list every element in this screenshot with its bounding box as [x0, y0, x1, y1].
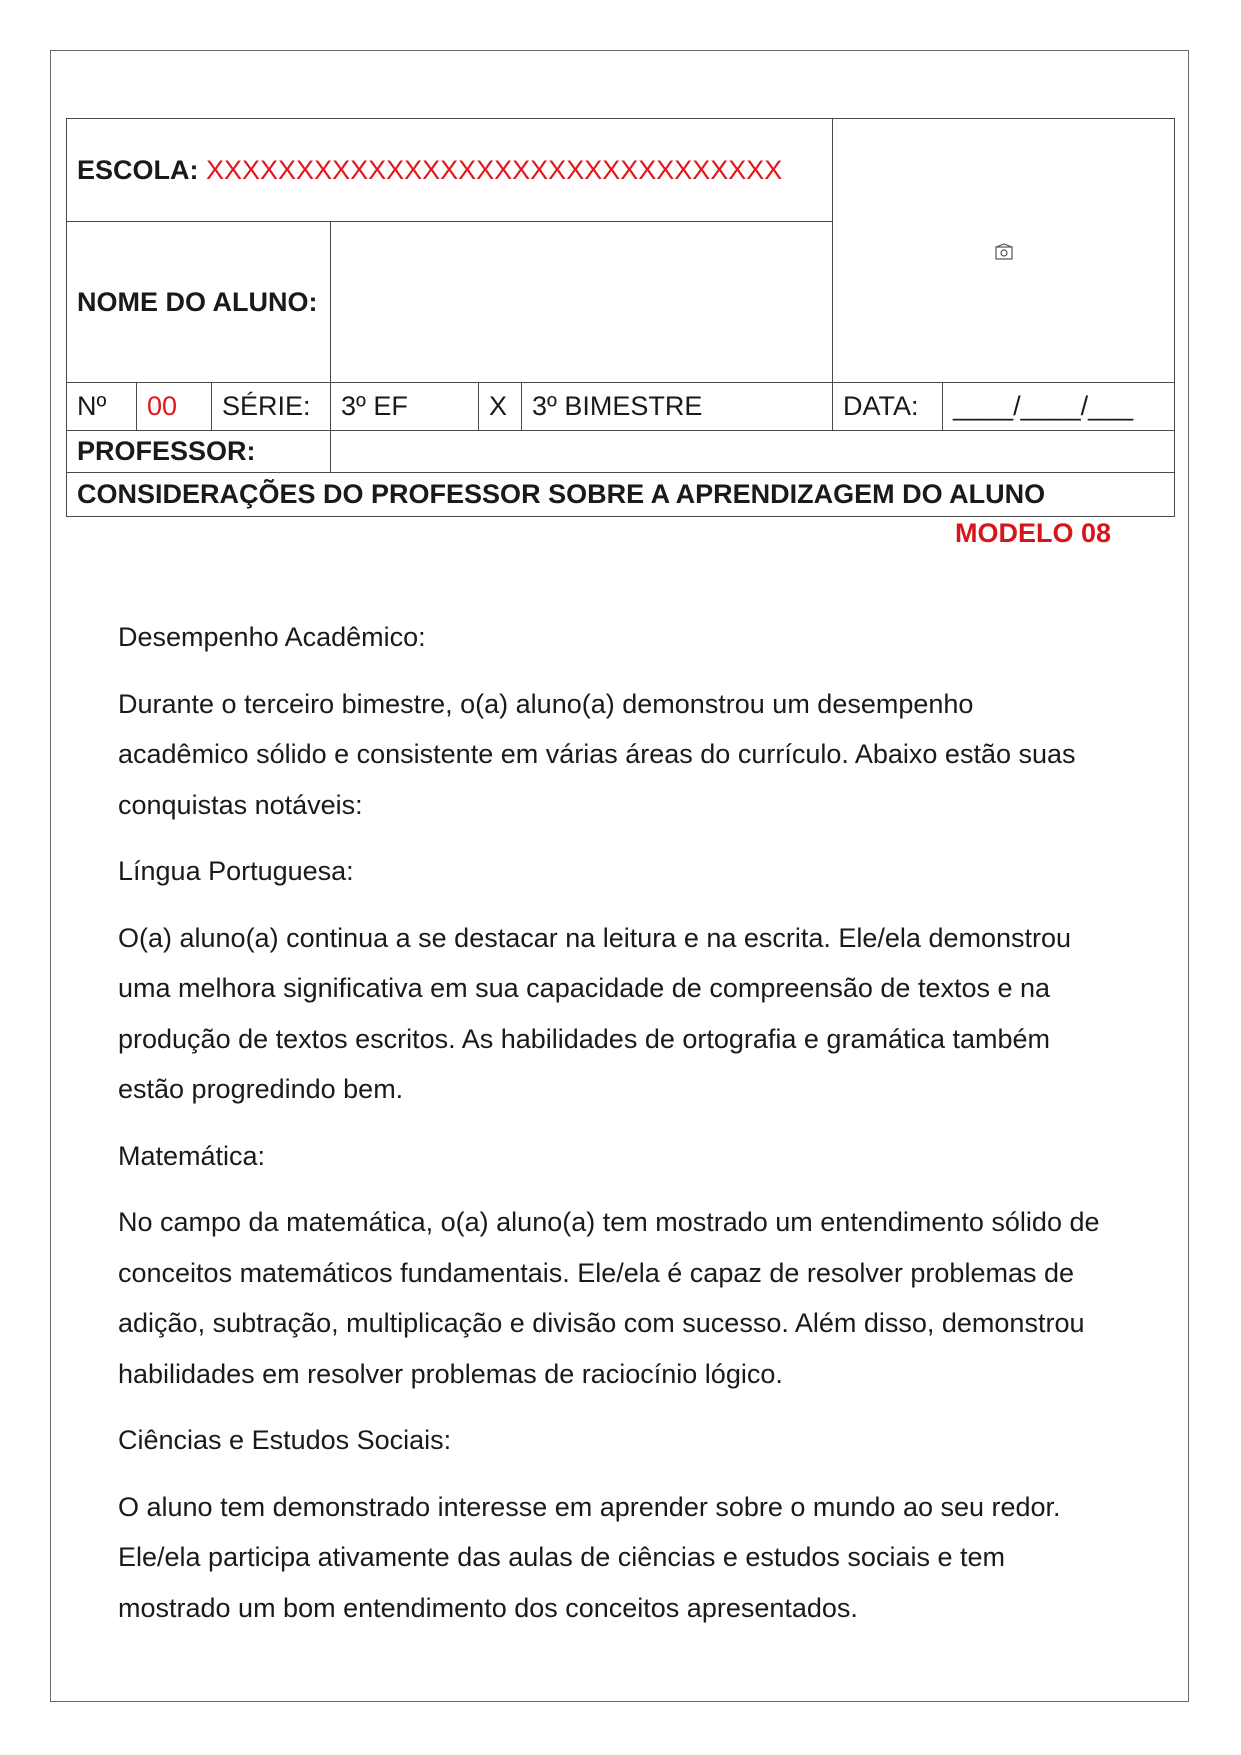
section-heading: Ciências e Estudos Sociais:: [118, 1425, 452, 1455]
professor-label: PROFESSOR:: [67, 431, 331, 473]
escola-label: ESCOLA:: [77, 154, 199, 185]
report-body: [118, 612, 1108, 1649]
data-label: DATA:: [833, 383, 943, 431]
section-heading: Desempenho Acadêmico:: [118, 622, 426, 652]
paragraph: O(a) aluno(a) continua a se destacar na leitura e na escrita. Ele/ela demonstrou uma melhora significativa em sua capacidade de compreensão de textos e na produção de textos escritos. As habilidades de ortografia e gramática também estão progredindo bem.: [118, 922, 1072, 1104]
bimestre-marker: X: [479, 383, 522, 431]
consideracoes-title: CONSIDERAÇÕES DO PROFESSOR SOBRE A APRENDIZAGEM DO ALUNO: [67, 473, 1175, 517]
serie-label: SÉRIE:: [212, 383, 331, 431]
numero-label: Nº: [67, 383, 137, 431]
nome-label: NOME DO ALUNO:: [67, 222, 331, 383]
professor-field[interactable]: [331, 431, 1175, 473]
numero-value: 00: [137, 383, 212, 431]
section-heading: Matemática:: [118, 1140, 266, 1171]
paragraph: O aluno tem demonstrado interesse em aprender sobre o mundo ao seu redor. Ele/ela participa ativamente das aulas de ciências e estudos sociais e tem mostrado um bom entendimento dos conceitos apresentados.: [118, 1491, 1061, 1623]
header-table: [66, 118, 1175, 517]
school-logo-icon: [995, 243, 1013, 261]
modelo-label: MODELO 08: [955, 518, 1112, 548]
data-value: ____/____/___: [943, 383, 1175, 431]
escola-cell: [67, 119, 833, 222]
paragraph: No campo da matemática, o(a) aluno(a) tem mostrado um entendimento sólido de conceitos matemáticos fundamentais. Ele/ela é capaz de resolver problemas de adição, subtração, multiplicação e divisão com sucesso. Além disso, demonstrou habilidades em resolver problemas de raciocínio lógico.: [118, 1207, 1100, 1389]
section-heading: Língua Portuguesa:: [118, 856, 354, 886]
escola-value: XXXXXXXXXXXXXXXXXXXXXXXXXXXXXXXX: [206, 154, 783, 185]
paragraph: Durante o terceiro bimestre, o(a) aluno(a) demonstrou um desempenho acadêmico sólido e consistente em várias áreas do currículo. Abaixo estão suas conquistas notáveis:: [118, 688, 1076, 820]
nome-field[interactable]: [331, 222, 833, 383]
serie-value: 3º EF: [331, 383, 479, 431]
bimestre-value: 3º BIMESTRE: [522, 383, 833, 431]
logo-cell: [833, 119, 1175, 383]
